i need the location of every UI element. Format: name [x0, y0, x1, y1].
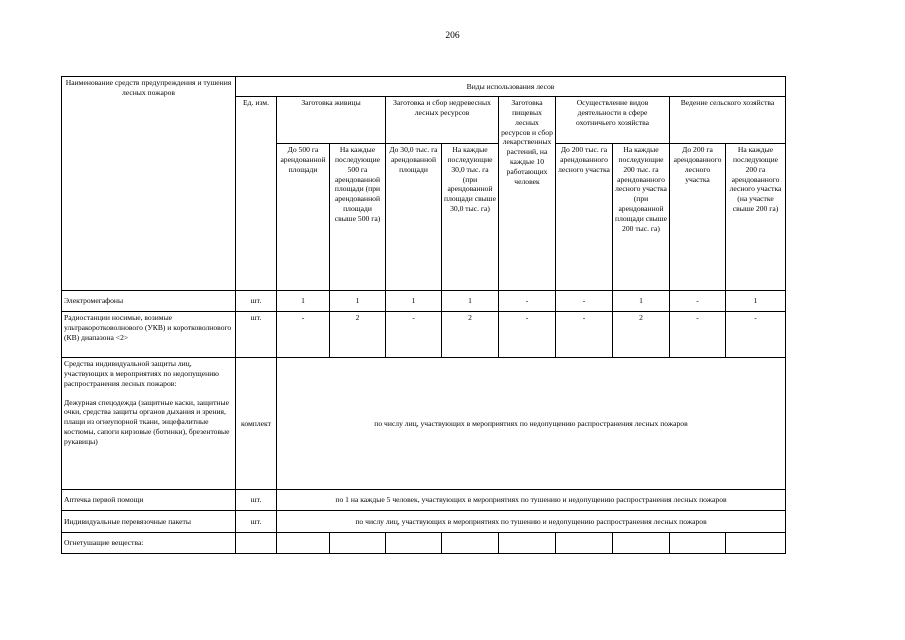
row-dressing-unit: шт. — [236, 511, 277, 533]
table-cell — [613, 533, 670, 554]
subhead-nonwood-extra: На каждые последующие 30,0 тыс. га (при арендованной площади свыше 30,0 тыс. га) — [442, 144, 499, 291]
subhead-nonwood-base: До 30,0 тыс. га арендованной площади — [386, 144, 442, 291]
table-cell — [670, 533, 726, 554]
table-cell — [499, 533, 556, 554]
row-radio-name: Радиостанции носимые, возимые ультракоротковолнового (УКВ) и коротковолнового (КВ) диапазона <2> — [62, 312, 236, 358]
table-cell: 1 — [386, 291, 442, 312]
row-radio-unit: шт. — [236, 312, 277, 358]
fire-equipment-table — [61, 76, 786, 554]
table-row — [62, 312, 786, 358]
table-cell: 1 — [277, 291, 330, 312]
table-cell — [442, 533, 499, 554]
table-cell: 1 — [442, 291, 499, 312]
table-cell: 1 — [726, 291, 786, 312]
table-cell: - — [499, 291, 556, 312]
subhead-agriculture-base: До 200 га арендованного лесного участка — [670, 144, 726, 291]
table-cell: - — [726, 312, 786, 358]
table-row — [62, 490, 786, 511]
table-cell — [556, 533, 613, 554]
table-cell — [386, 533, 442, 554]
row-extinguishing-unit — [236, 533, 277, 554]
subhead-resin-base: До 500 га арендованной площади — [277, 144, 330, 291]
header-name-text: Наименование средств предупреждения и тушения лесных пожаров — [65, 78, 232, 97]
table-cell — [726, 533, 786, 554]
row-megaphones-unit: шт. — [236, 291, 277, 312]
subhead-resin-extra: На каждые последующие 500 га арендованной площади (при арендованной площади свыше 500 га) — [330, 144, 386, 291]
table-cell: 2 — [442, 312, 499, 358]
subhead-agriculture-extra: На каждые последующие 200 га арендованного лесного участка (на участке свыше 200 га) — [726, 144, 786, 291]
table-cell: - — [556, 312, 613, 358]
header-group-nonwood: Заготовка и сбор недревесных лесных ресурсов — [386, 97, 499, 144]
row-dressing-name: Индивидуальные перевязочные пакеты — [62, 511, 236, 533]
table-cell: - — [386, 312, 442, 358]
table-cell: 1 — [613, 291, 670, 312]
table-cell: - — [556, 291, 613, 312]
header-group-hunting: Осуществление видов деятельности в сфере охотничьего хозяйства — [556, 97, 670, 144]
header-group-agriculture: Ведение сельского хозяйства — [670, 97, 786, 144]
table-cell — [330, 533, 386, 554]
page-number: 206 — [445, 31, 460, 41]
header-uses-title: Виды использования лесов — [236, 77, 786, 97]
subhead-hunting-base: До 200 тыс. га арендованного лесного участка — [556, 144, 613, 291]
row-first-aid-name: Аптечка первой помощи — [62, 490, 236, 511]
row-ppe-name — [62, 358, 236, 490]
header-group-resin: Заготовка живицы — [277, 97, 386, 144]
table-cell: - — [670, 312, 726, 358]
table-row — [62, 533, 786, 554]
row-dressing-value: по числу лиц, участвующих в мероприятиях по тушению и недопущению распространения лесных пожаров — [277, 511, 786, 533]
header-name-cell — [62, 77, 236, 291]
table-cell — [277, 533, 330, 554]
row-ppe-unit: комплект — [236, 358, 277, 490]
table-row — [62, 511, 786, 533]
table-cell: - — [499, 312, 556, 358]
row-first-aid-value: по 1 на каждые 5 человек, участвующих в мероприятиях по тушению и недопущению распространения лесных пожаров — [277, 490, 786, 511]
table-row — [62, 291, 786, 312]
table-cell: - — [670, 291, 726, 312]
ppe-name-part2: Дежурная спецодежда (защитные каски, защитные очки, средства защиты органов дыхания и зрения, плащи из огнеупорной ткани, энцефалитные костюмы, сапоги кирзовые (ботинки), брезентовые рукавицы) — [64, 397, 230, 447]
ppe-name-part1: Средства индивидуальной защиты лиц, участвующих в мероприятиях по недопущению распространения лесных пожаров: — [64, 359, 219, 388]
row-megaphones-name: Электромегафоны — [62, 291, 236, 312]
row-extinguishing-name: Огнетушащие вещества: — [62, 533, 236, 554]
row-first-aid-unit: шт. — [236, 490, 277, 511]
table-cell: 1 — [330, 291, 386, 312]
header-unit: Ед. изм. — [236, 97, 277, 291]
table-row — [62, 358, 786, 490]
table-cell: - — [277, 312, 330, 358]
table-cell: 2 — [613, 312, 670, 358]
row-ppe-value: по числу лиц, участвующих в мероприятиях по недопущению распространения лесных пожаров — [277, 358, 786, 490]
table-cell: 2 — [330, 312, 386, 358]
subhead-hunting-extra: На каждые последующие 200 тыс. га арендованного лесного участка (при арендованной площади свыше 200 тыс. га) — [613, 144, 670, 291]
header-group-food: Заготовка пищевых лесных ресурсов и сбор лекарственных растений, на каждые 10 работающих человек — [499, 97, 556, 291]
